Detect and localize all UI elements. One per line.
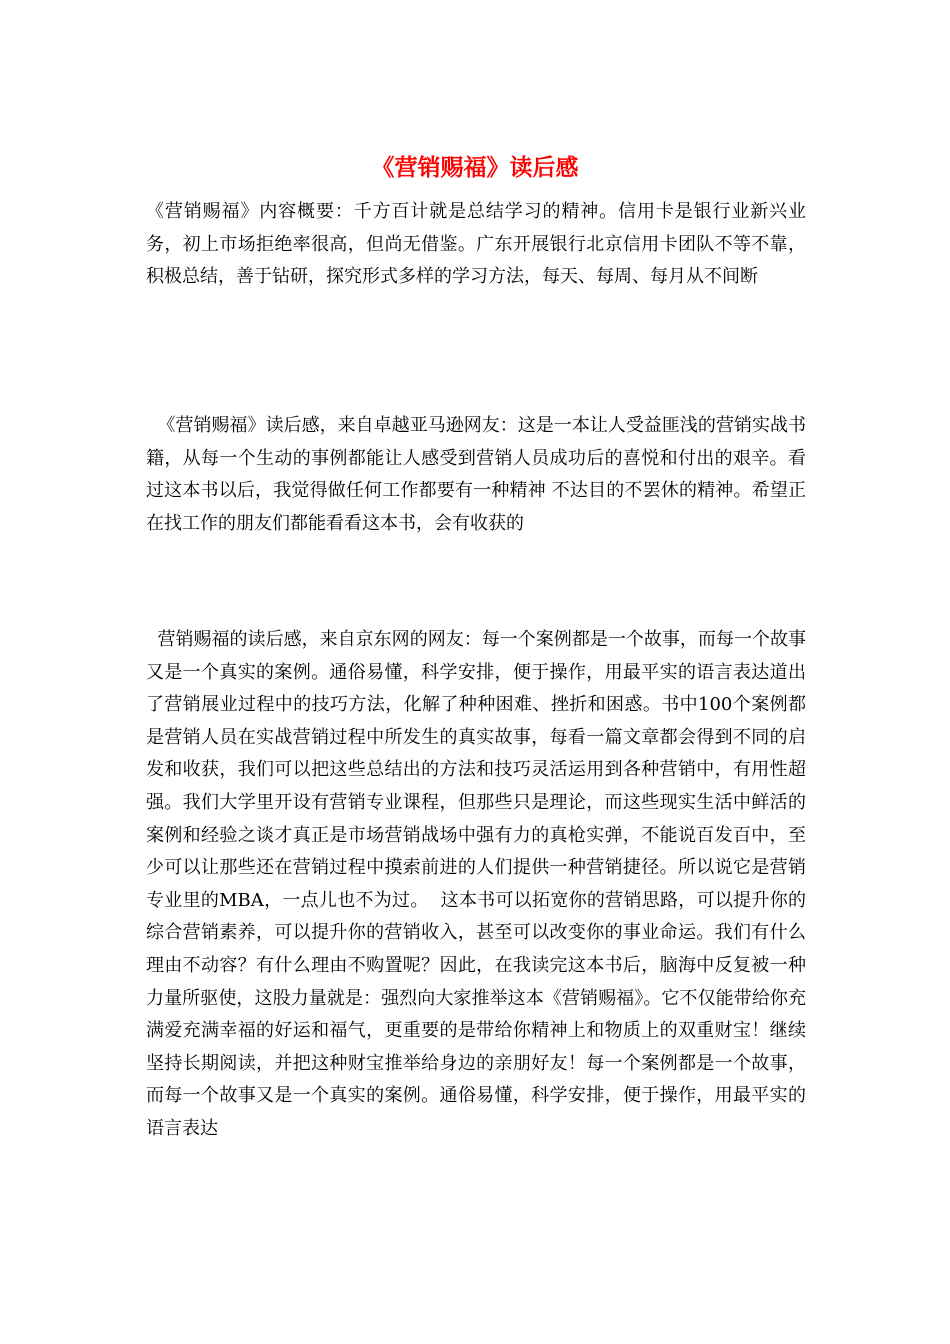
paragraph-amazon-review: 《营销赐福》读后感，来自卓越亚马逊网友：这是一本让人受益匪浅的营销实战书籍，从每一个生动的事例都能让人感受到营销人员成功后的喜悦和付出的艰辛。看过这本书以后，我觉得做任何工作都要有一种精神 不达目的不罢休的精神。希望正在找工作的朋友们都能看看这本书，会有收获的 [146,415,806,534]
paragraph-jd-review: 营销赐福的读后感，来自京东网的网友：每一个案例都是一个故事，而每一个故事又是一个真实的案例。通俗易懂，科学安排，便于操作，用最平实的语言表达道出了营销展业过程中的技巧方法，化解了种种困难、挫折和困惑。书中100个案例都是营销人员在实战营销过程中所发生的真实故事，每看一篇文章都会得到不同的启发和收获，我们可以把这些总结出的方法和技巧灵活运用到各种营销中，有用性超强。我们大学里开设有营销专业课程，但那些只是理论，而这些现实生活中鲜活的案例和经验之谈才真正是市场营销战场中强有力的真枪实弹，不能说百发百中，至少可以让那些还在营销过程中摸索前进的人们提供一种营销捷径。所以说它是营销专业里的MBA，一点儿也不为过。 这本书可以拓宽你的营销思路，可以提升你的综合营销素养，可以提升你的营销收入，甚至可以改变你的事业命运。我们有什么理由不动容？有什么理由不购置呢？因此，在我读完这本书后，脑海中反复被一种力量所驱使，这股力量就是：强烈向大家推举这本《营销赐福》。它不仅能带给你充满爱充满幸福的好运和福气，更重要的是带给你精神上和物质上的双重财宝！继续坚持长期阅读，并把这种财宝推举给身边的亲朋好友！每一个案例都是一个故事，而每一个故事又是一个真实的案例。通俗易懂，科学安排，便于操作，用最平实的语言表达 [146,629,806,1139]
document-title: 《营销赐福》读后感 [371,154,579,181]
paragraph-summary: 《营销赐福》内容概要：千方百计就是总结学习的精神。信用卡是银行业新兴业务，初上市场拒绝率很高，但尚无借鉴。广东开展银行北京信用卡团队不等不靠，积极总结，善于钻研，探究形式多样的学习方法，每天、每周、每月从不间断 [146,201,806,288]
